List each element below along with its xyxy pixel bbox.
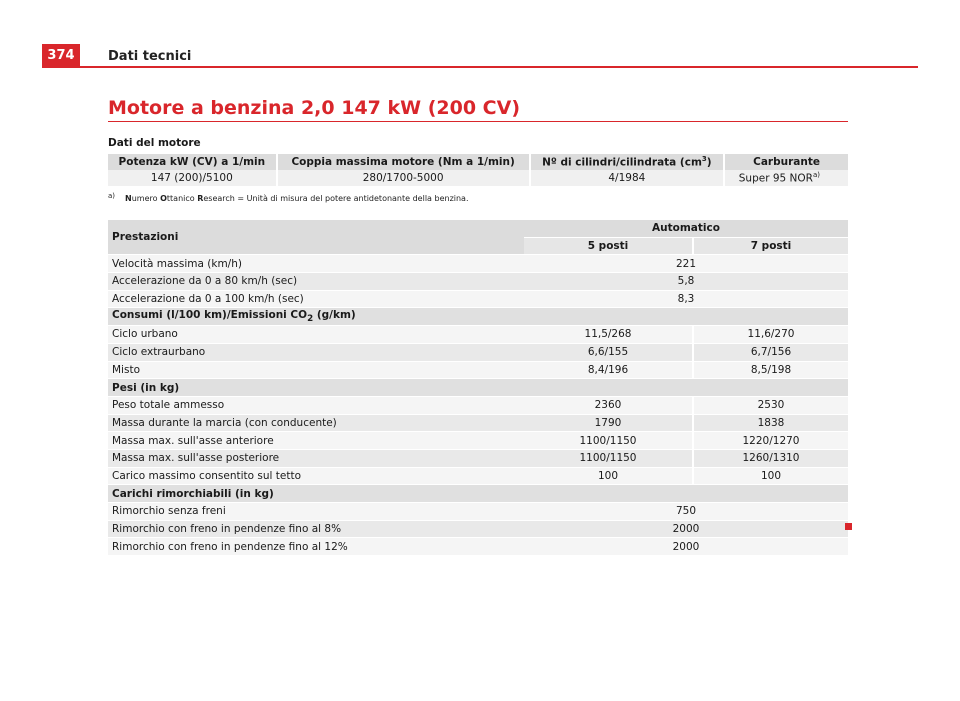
footnote-mark: a) <box>108 192 116 200</box>
engine-header-row <box>108 154 848 170</box>
row-value-7: 6,7/156 <box>693 343 848 361</box>
row-label: Rimorchio senza freni <box>108 503 524 521</box>
cons-title-b: (g/km) <box>313 309 356 322</box>
fn-t2: ttanico <box>166 194 198 203</box>
weights-title: Pesi (in kg) <box>108 379 848 397</box>
row-value-5: 1790 <box>524 414 693 432</box>
row-label: Accelerazione da 0 a 80 km/h (sec) <box>108 273 524 291</box>
engine-data-heading: Dati del motore <box>108 137 201 149</box>
row-value-5: 2360 <box>524 396 693 414</box>
cons-sub: 2 <box>307 314 314 325</box>
table-row <box>108 343 848 361</box>
table-row <box>108 326 848 344</box>
fuel-value <box>724 170 848 186</box>
section-end-marker <box>845 523 852 530</box>
torque-header: Coppia massima motore (Nm a 1/min) <box>277 154 530 170</box>
col-7-seats: 7 posti <box>693 237 848 255</box>
row-value: 221 <box>524 255 848 273</box>
section-title: Motore a benzina 2,0 147 kW (200 CV) <box>108 97 520 119</box>
row-label: Rimorchio con freno in pendenze fino al 12% <box>108 538 524 556</box>
cylinders-value: 4/1984 <box>530 170 725 186</box>
cons-title-a: Consumi (l/100 km)/Emissioni CO <box>112 309 308 322</box>
table-row <box>108 449 848 467</box>
fuel-value-text: Super 95 NOR <box>738 172 813 185</box>
trailer-title: Carichi rimorchiabili (in kg) <box>108 485 848 503</box>
fuel-footnote-ref: a) <box>812 171 820 180</box>
table-row <box>108 467 848 485</box>
cylinders-header-sup: 3 <box>701 155 707 164</box>
row-label: Massa max. sull'asse anteriore <box>108 432 524 450</box>
power-header: Potenza kW (CV) a 1/min <box>108 154 277 170</box>
row-value-5: 6,6/155 <box>524 343 693 361</box>
table-row <box>108 432 848 450</box>
page-number: 374 <box>42 44 80 66</box>
row-label: Accelerazione da 0 a 100 km/h (sec) <box>108 290 524 308</box>
cylinders-header-text: Nº di cilindri/cilindrata (cm <box>542 156 702 169</box>
performance-table <box>108 220 848 556</box>
row-value-7: 2530 <box>693 396 848 414</box>
engine-table <box>108 154 848 186</box>
row-value: 2000 <box>524 520 848 538</box>
fn-b2: O <box>160 194 167 203</box>
row-label: Ciclo extraurbano <box>108 343 524 361</box>
row-value-7: 1838 <box>693 414 848 432</box>
row-value-7: 8,5/198 <box>693 361 848 379</box>
fn-b1: N <box>125 194 132 203</box>
fn-t3: esearch = Unità di misura del potere antidetonante della benzina. <box>203 194 469 203</box>
engine-value-row <box>108 170 848 186</box>
row-value-5: 11,5/268 <box>524 326 693 344</box>
perf-header-row <box>108 220 848 237</box>
consumption-title <box>108 308 848 326</box>
row-value-5: 8,4/196 <box>524 361 693 379</box>
automatic-header: Automatico <box>524 220 848 237</box>
cylinders-header <box>530 154 725 170</box>
table-row <box>108 396 848 414</box>
table-row <box>108 273 848 291</box>
row-label: Carico massimo consentito sul tetto <box>108 467 524 485</box>
row-label: Ciclo urbano <box>108 326 524 344</box>
row-value-7: 1220/1270 <box>693 432 848 450</box>
table-row <box>108 503 848 521</box>
row-value: 750 <box>524 503 848 521</box>
trailer-group-row <box>108 485 848 503</box>
row-value-5: 1100/1150 <box>524 432 693 450</box>
fn-b3: R <box>197 194 204 203</box>
table-row <box>108 520 848 538</box>
power-value: 147 (200)/5100 <box>108 170 277 186</box>
footnote <box>108 194 469 203</box>
header-rule <box>42 66 918 68</box>
table-row <box>108 361 848 379</box>
row-value: 2000 <box>524 538 848 556</box>
row-value: 5,8 <box>524 273 848 291</box>
row-value-7: 11,6/270 <box>693 326 848 344</box>
row-value-7: 1260/1310 <box>693 449 848 467</box>
table-row <box>108 538 848 556</box>
cylinders-header-close: ) <box>706 156 712 169</box>
row-value-7: 100 <box>693 467 848 485</box>
section-rule <box>108 121 848 122</box>
perf-title: Prestazioni <box>108 220 524 255</box>
consumption-group-row <box>108 308 848 326</box>
torque-value: 280/1700-5000 <box>277 170 530 186</box>
fuel-header: Carburante <box>724 154 848 170</box>
header-title: Dati tecnici <box>108 49 192 64</box>
table-row <box>108 255 848 273</box>
table-row <box>108 290 848 308</box>
fn-t1: umero <box>131 194 161 203</box>
weights-group-row <box>108 379 848 397</box>
col-5-seats: 5 posti <box>524 237 693 255</box>
row-label: Velocità massima (km/h) <box>108 255 524 273</box>
row-label: Rimorchio con freno in pendenze fino al 8% <box>108 520 524 538</box>
row-label: Massa durante la marcia (con conducente) <box>108 414 524 432</box>
row-value-5: 100 <box>524 467 693 485</box>
row-label: Peso totale ammesso <box>108 396 524 414</box>
row-value: 8,3 <box>524 290 848 308</box>
row-label: Massa max. sull'asse posteriore <box>108 449 524 467</box>
table-row <box>108 414 848 432</box>
row-value-5: 1100/1150 <box>524 449 693 467</box>
row-label: Misto <box>108 361 524 379</box>
